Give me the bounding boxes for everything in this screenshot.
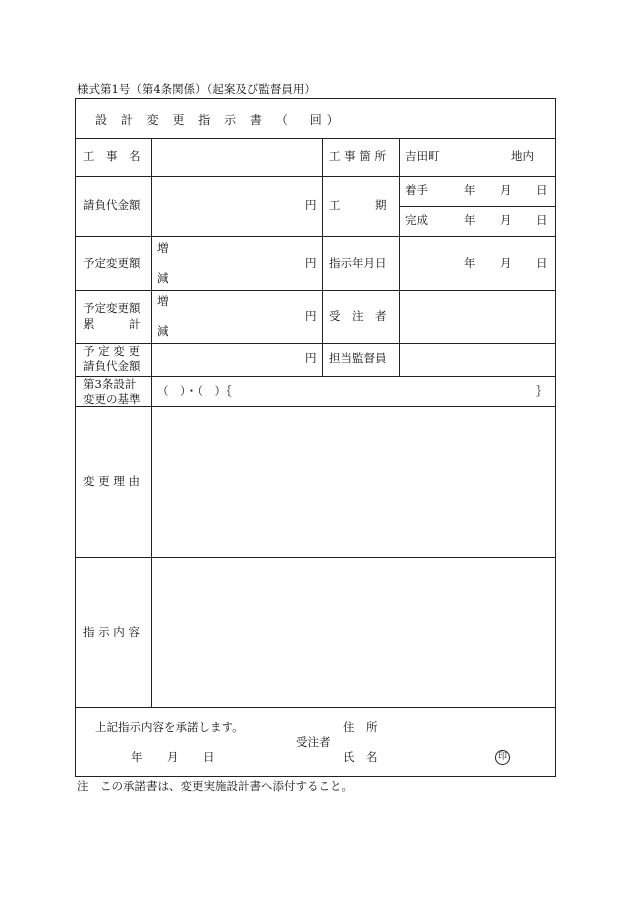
end-day: 日 [536,213,548,227]
name-label: 氏 名 [343,750,378,764]
label-ruikei-1: 予定変更額 [83,301,141,315]
footnote: 注 この承諾書は、変更実施設計書へ添付すること。 [77,779,353,793]
contractor-label: 受注者 [296,735,331,749]
end-year: 年 [464,213,476,227]
start-year: 年 [464,183,476,197]
label-kijun-1: 第3条設計 [83,377,137,391]
form-number-label: 様式第1号（第4条関係）（起案及び監督員用） [77,82,316,96]
yen-unit: 円 [305,309,317,323]
row-divider [75,707,555,708]
form-title: 設 計 変 更 指 示 書 （ 回） [95,113,344,127]
address-label: 住 所 [343,720,378,734]
end-month: 月 [500,213,512,227]
period-divider [399,206,555,207]
yen-unit: 円 [305,256,317,270]
row-divider [75,138,555,139]
location-town: 吉田町 [405,149,440,163]
instruction-day: 日 [536,256,548,270]
increase-mark: 増 [157,241,169,255]
acceptance-month: 月 [167,750,179,764]
instruction-year: 年 [464,256,476,270]
row-divider [75,557,555,558]
col-divider [399,138,400,376]
increase-mark: 増 [157,294,169,308]
start-label: 着手 [405,183,428,197]
label-henkougo-2: 請負代金額 [83,359,141,373]
label-kouji-mei: 工 事 名 [83,149,141,163]
label-kijun-2: 変更の基準 [83,392,141,406]
label-shiji-nengappi: 指示年月日 [329,256,387,270]
label-shiji-naiyou: 指 示 内 容 [83,625,140,639]
label-kouki: 工 期 [329,198,387,212]
col-divider [151,138,152,708]
row-divider [75,376,555,377]
row-divider [75,236,555,237]
kijun-close: ｝ [536,384,548,398]
label-ruikei-2: 累 計 [83,317,141,331]
decrease-mark: 減 [157,324,169,338]
acceptance-statement: 上記指示内容を承諾します。 [95,720,244,734]
kijun-options: （ ）・（ ）｛ [157,384,232,398]
row-divider [75,406,555,407]
end-label: 完成 [405,213,428,227]
col-divider [322,138,323,376]
yen-unit: 円 [305,351,317,365]
yen-unit: 円 [305,198,317,212]
location-suffix: 地内 [511,149,534,163]
seal-icon: 印 [495,750,510,765]
start-day: 日 [536,183,548,197]
row-divider [75,343,555,344]
label-kouji-kasho: 工 事 箇 所 [329,149,386,163]
acceptance-year: 年 [131,750,143,764]
label-juchusha: 受 注 者 [329,309,387,323]
label-henkougo-1: 予 定 変 更 [83,344,140,358]
label-tantou-kantokuin: 担当監督員 [329,351,387,365]
label-ukeoi-daikin: 請負代金額 [83,198,141,212]
row-divider [75,176,555,177]
acceptance-day: 日 [203,750,215,764]
label-yotei-henkougaku: 予定変更額 [83,256,141,270]
decrease-mark: 減 [157,271,169,285]
row-divider [75,290,555,291]
instruction-month: 月 [500,256,512,270]
start-month: 月 [500,183,512,197]
label-henkou-riyuu: 変 更 理 由 [83,474,140,488]
